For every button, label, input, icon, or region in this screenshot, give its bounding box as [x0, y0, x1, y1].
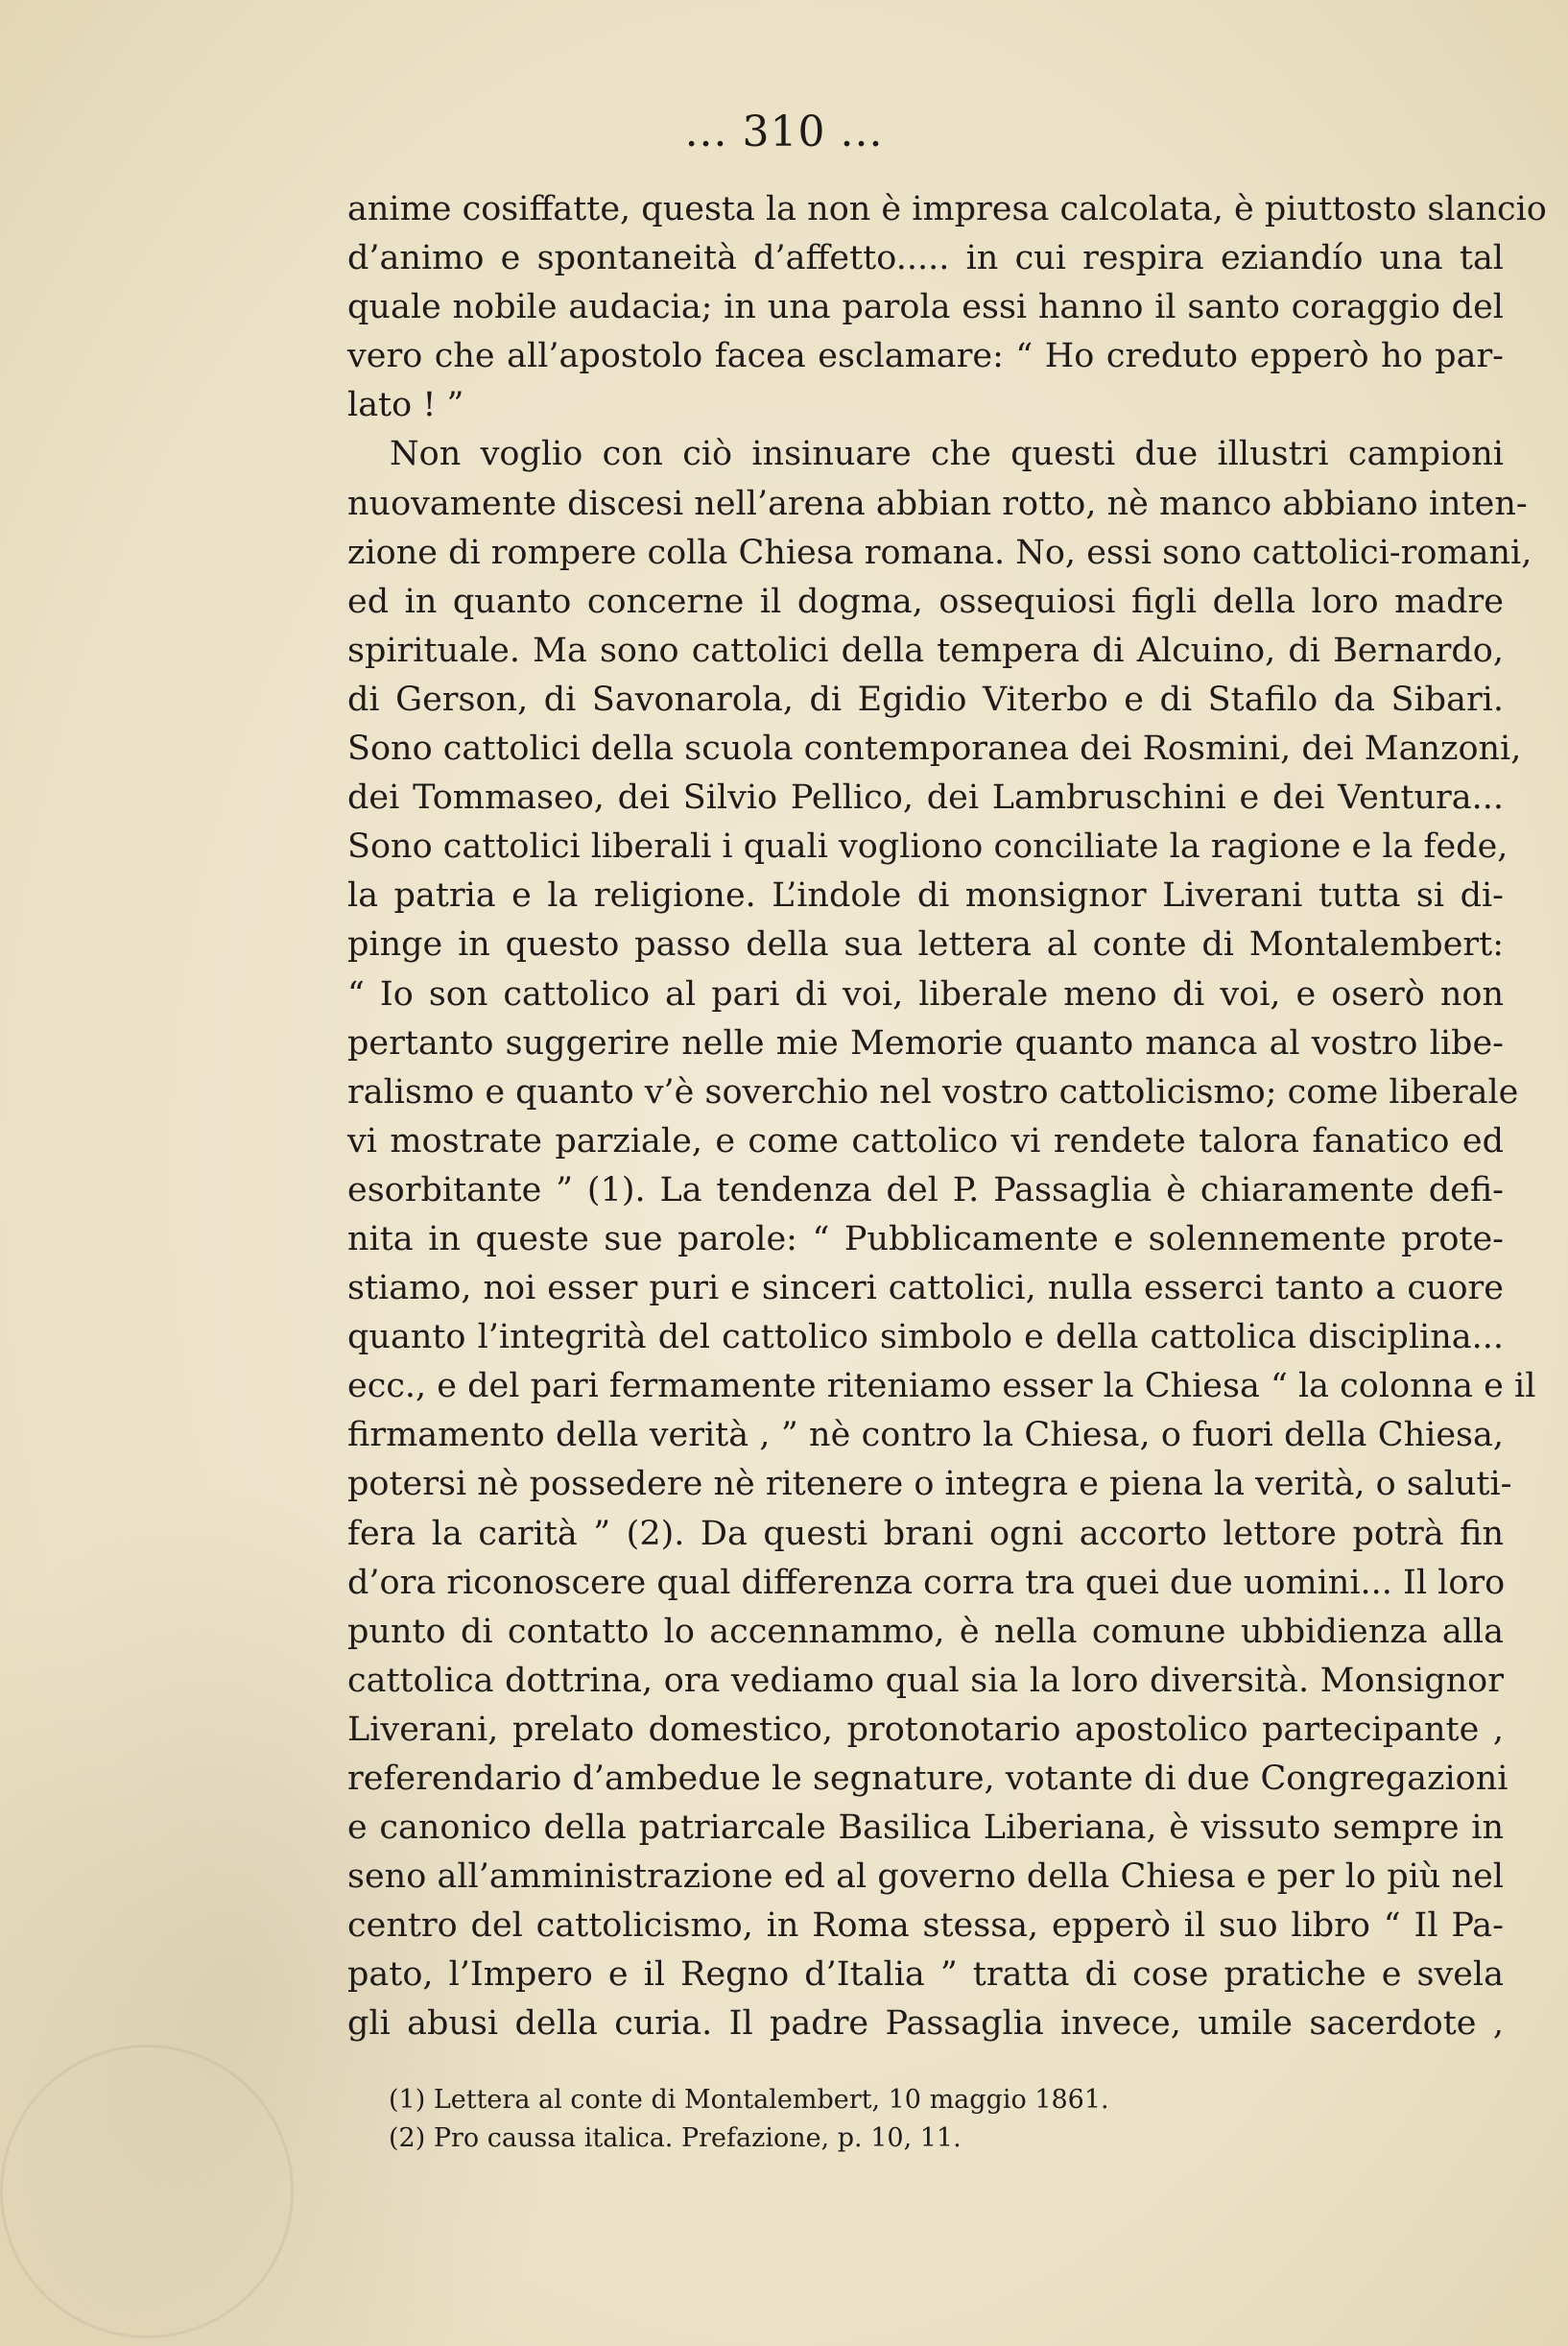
footnote: (1) Lettera al conte di Montalembert, 10 maggio 1861.: [389, 2085, 1109, 2115]
text-line: firmamento della verità , ” nè contro la Chiesa, o fuori della Chiesa,: [347, 1416, 1504, 1455]
text-line: Sono cattolici della scuola contemporanea dei Rosmini, dei Manzoni,: [347, 730, 1522, 769]
text-line: punto di contatto lo accennammo, è nella comune ubbidienza alla: [347, 1612, 1504, 1651]
text-line: d’animo e spontaneità d’affetto..... in cui respira eziandío una tal: [347, 239, 1504, 278]
text-line: nita in queste sue parole: “ Pubblicamente e solennemente prote-: [347, 1219, 1504, 1258]
text-line: Sono cattolici liberali i quali vogliono conciliate la ragione e la fede,: [347, 827, 1509, 867]
text-line: dei Tommaseo, dei Silvio Pellico, dei Lambruschini e dei Ventura...: [347, 778, 1504, 818]
text-line: pato, l’Impero e il Regno d’Italia ” tratta di cose pratiche e svela: [347, 1955, 1504, 1995]
text-line: pinge in questo passo della sua lettera al conte di Montalembert:: [347, 925, 1504, 965]
text-line: quanto l’integrità del cattolico simbolo e della cattolica disciplina...: [347, 1318, 1504, 1357]
text-line: fera la carità ” (2). Da questi brani ogni accorto lettore potrà fin: [347, 1514, 1504, 1553]
text-line: zione di rompere colla Chiesa romana. No, essi sono cattolici-romani,: [347, 533, 1532, 572]
text-line: potersi nè possedere nè ritenere o integra e piena la verità, o saluti-: [347, 1465, 1512, 1504]
text-line: spirituale. Ma sono cattolici della tempera di Alcuino, di Bernardo,: [347, 631, 1504, 670]
text-line: d’ora riconoscere qual differenza corra tra quei due uomini... Il loro: [347, 1563, 1506, 1602]
text-line: stiamo, noi esser puri e sinceri cattolici, nulla esserci tanto a cuore: [347, 1269, 1504, 1308]
text-line: anime cosiffatte, questa la non è impresa calcolata, è piuttosto slancio: [347, 190, 1547, 228]
page-number-header: ... 310 ...: [684, 108, 884, 156]
text-line: quale nobile audacia; in una parola essi hanno il santo coraggio del: [347, 288, 1504, 327]
text-line: “ Io son cattolico al pari di voi, liberale meno di voi, e oserò non: [347, 974, 1504, 1014]
text-line: Non voglio con ciò insinuare che questi due illustri campioni: [390, 435, 1504, 474]
text-line: nuovamente discesi nell’arena abbian rotto, nè manco abbiano inten-: [347, 484, 1528, 523]
text-line: la patria e la religione. L’indole di monsignor Liverani tutta si di-: [347, 876, 1504, 916]
library-stamp: [0, 2045, 294, 2338]
footnote: (2) Pro caussa italica. Prefazione, p. 10, 11.: [389, 2123, 962, 2153]
text-line: gli abusi della curia. Il padre Passaglia invece, umile sacerdote ,: [347, 2004, 1504, 2044]
text-line: ecc., e del pari fermamente riteniamo esser la Chiesa “ la colonna e il: [347, 1367, 1536, 1406]
body-text: [347, 185, 1547, 2049]
text-line: vi mostrate parziale, e come cattolico vi rendete talora fanatico ed: [347, 1121, 1504, 1161]
text-line: esorbitante ” (1). La tendenza del P. Passaglia è chiaramente defi-: [347, 1170, 1504, 1209]
footnotes: [389, 2081, 1252, 2158]
text-line: ed in quanto concerne il dogma, ossequiosi figli della loro madre: [347, 582, 1504, 621]
text-line: referendario d’ambedue le segnature, votante di due Congregazioni: [347, 1760, 1509, 1798]
text-line: e canonico della patriarcale Basilica Liberiana, è vissuto sempre in: [347, 1808, 1504, 1848]
text-line: seno all’amministrazione ed al governo della Chiesa e per lo più nel: [347, 1857, 1504, 1897]
text-line: Liverani, prelato domestico, protonotario apostolico partecipante ,: [347, 1710, 1504, 1749]
text-line: di Gerson, di Savonarola, di Egidio Viterbo e di Stafilo da Sibari.: [347, 680, 1504, 719]
text-line: pertanto suggerire nelle mie Memorie quanto manca al vostro libe-: [347, 1023, 1504, 1063]
text-line: vero che all’apostolo facea esclamare: “ Ho creduto epperò ho par-: [347, 337, 1504, 376]
text-line: cattolica dottrina, ora vediamo qual sia la loro diversità. Monsignor: [347, 1661, 1504, 1700]
text-line: ralismo e quanto v’è soverchio nel vostro cattolicismo; come liberale: [347, 1072, 1519, 1112]
text-line: lato ! ”: [347, 386, 464, 425]
text-line: centro del cattolicismo, in Roma stessa, epperò il suo libro “ Il Pa-: [347, 1906, 1504, 1946]
